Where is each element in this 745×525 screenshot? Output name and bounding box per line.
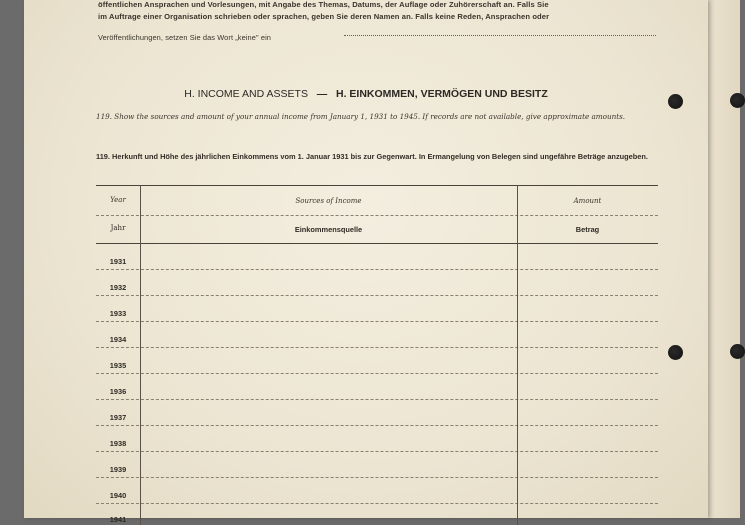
row-rule [96,399,658,400]
row-rule [96,373,658,374]
year-cell: 1939 [109,465,127,474]
header-divider [96,215,658,216]
header-sources-en: Sources of Income [295,197,362,205]
section-title-german: H. EINKOMMEN, VERMÖGEN UND BESITZ [335,88,548,100]
row-rule [96,321,658,322]
year-cell: 1935 [109,361,127,370]
section-title-english: H. INCOME AND ASSETS [184,88,308,100]
row-rule [96,451,658,452]
header-year-de: Jahr [110,224,126,232]
table-top-rule [96,185,658,186]
row-rule [96,477,658,478]
year-cell: 1933 [109,309,127,318]
row-rule [96,347,658,348]
year-cell: 1941 [109,515,127,524]
top-text-line-3: Veröffentlichungen, setzen Sie das Wort „keine" ein [98,33,272,42]
question-german: 119. Herkunft und Höhe des jährlichen Einkommens vom 1. Januar 1931 bis zur Gegenwart. In Ermangelung von Belegen sind ungefähre Beträge anzugeben. [96,152,648,161]
row-rule [96,503,658,504]
income-table [96,185,658,525]
question-english: 119. Show the sources and amount of your annual income from January 1, 1931 to 1945. If records are not available, give approximate amounts. [96,112,626,121]
column-divider-year [140,185,141,525]
row-rule [96,269,658,270]
column-divider-amount [517,185,518,525]
year-cell: 1937 [109,413,127,422]
year-cell: 1934 [109,335,127,344]
header-bottom-rule [96,243,658,244]
header-sources-de: Einkommensquelle [294,225,363,234]
row-rule [96,295,658,296]
year-cell: 1940 [109,491,127,500]
year-cell: 1932 [109,283,127,292]
header-year-en: Year [110,196,126,204]
section-title [24,88,708,100]
fill-in-dotted-line[interactable] [344,35,656,36]
back-sheet-hole-lower [730,344,745,359]
year-cell: 1931 [109,257,127,266]
year-cell: 1936 [109,387,127,396]
questionnaire-page [24,0,708,524]
year-cell: 1938 [109,439,127,448]
top-text-line-2: im Auftrage einer Organisation schrieben oder sprachen, geben Sie deren Namen an. Falls keine Reden, Ansprachen oder [98,12,550,21]
row-rule [96,425,658,426]
binder-hole-lower [668,345,683,360]
header-amount-en: Amount [573,197,602,205]
binder-hole-upper [668,94,683,109]
top-text-line-1: öffentlichen Ansprachen und Vorlesungen, mit Angabe des Themas, Datums, der Auflage oder Zuhörerschaft an. Falls Sie [98,0,549,9]
back-sheet-hole-upper [730,93,745,108]
header-amount-de: Betrag [575,225,600,234]
section-title-separator: — [316,88,328,100]
